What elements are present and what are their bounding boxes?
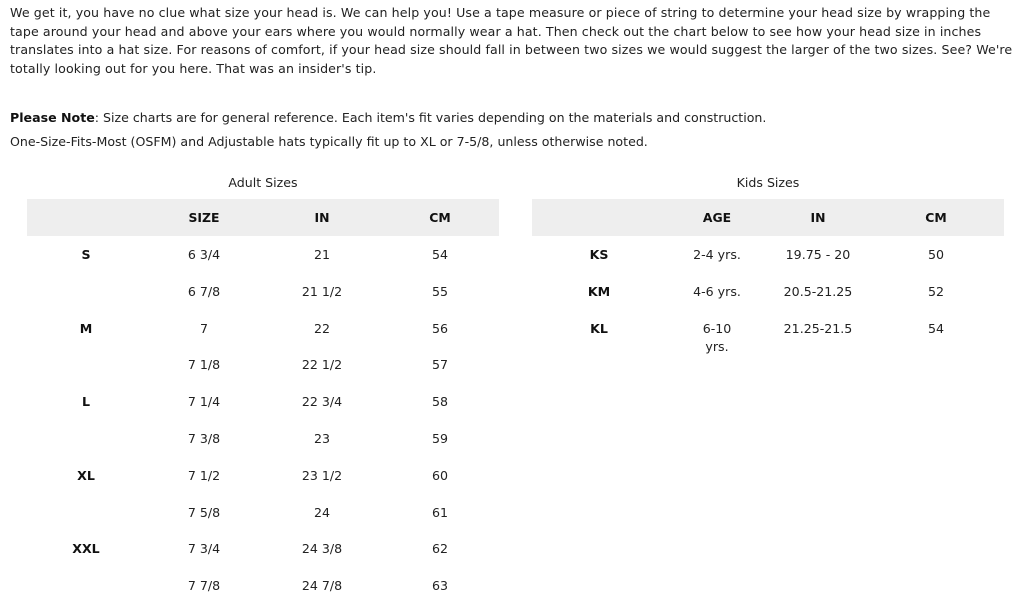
size-label (27, 494, 145, 531)
table-row (27, 567, 499, 604)
inches: 22 (313, 320, 331, 336)
adult-header-label (27, 199, 145, 236)
inches: 20.5-21.25 (783, 283, 853, 299)
please-note-label: Please Note (10, 110, 95, 125)
centimeters: 52 (927, 283, 945, 299)
osfm-note: One-Size-Fits-Most (OSFM) and Adjustable hats typically fit up to XL or 7-5/8, unless otherwise noted. (10, 134, 648, 149)
inches: 24 (313, 504, 331, 520)
age-range: 2-4 yrs. (693, 247, 741, 262)
please-note (10, 109, 1010, 128)
centimeters: 62 (431, 541, 449, 557)
kids-header-in: IN (810, 210, 826, 225)
centimeters: 56 (431, 320, 449, 336)
size-label: M (79, 320, 93, 336)
kids-size-table (532, 199, 1004, 357)
size-label (27, 273, 145, 310)
table-row (27, 346, 499, 383)
inches: 23 1/2 (301, 467, 343, 483)
adult-header-size: SIZE (188, 210, 220, 225)
hat-size: 7 7/8 (187, 578, 221, 594)
size-label: KL (590, 320, 608, 336)
hat-size: 6 3/4 (187, 247, 221, 262)
inches: 24 7/8 (301, 578, 343, 594)
centimeters: 54 (927, 320, 945, 336)
adult-sizes-title: Adult Sizes (228, 175, 298, 190)
size-label: XXL (72, 541, 100, 557)
kids-header-row (532, 199, 1004, 236)
adult-header-row (27, 199, 499, 236)
hat-size: 7 1/8 (187, 357, 221, 373)
centimeters: 60 (431, 467, 449, 483)
table-row (27, 457, 499, 494)
table-row (27, 383, 499, 420)
centimeters: 54 (431, 247, 449, 262)
kids-header-age: AGE (702, 210, 732, 225)
kids-header-cm: CM (925, 210, 947, 225)
hat-size: 7 1/4 (187, 394, 221, 410)
inches: 23 (313, 430, 331, 446)
size-label: KS (589, 247, 609, 262)
inches: 22 1/2 (301, 357, 343, 373)
intro-paragraph: We get it, you have no clue what size your head is. We can help you! Use a tape measure or piece of string to determine your head size by wrapping the tape around your head and above your ears where you would normally wear a hat. Then check out the chart below to see how your head size in inches translates into a hat size. For reasons of comfort, if your head size should fall in between two sizes we would suggest the larger of the two sizes. See? We're totally looking out for you here. That was an insider's tip. (10, 5, 1013, 76)
kids-header-label (532, 199, 666, 236)
table-row (27, 530, 499, 567)
adult-header-in: IN (314, 210, 330, 225)
table-row (27, 494, 499, 531)
table-row (27, 420, 499, 457)
hat-size: 7 (199, 320, 208, 336)
age-range: 4-6 yrs. (693, 283, 741, 299)
table-row (27, 310, 499, 347)
inches: 24 3/8 (301, 541, 343, 557)
size-label (27, 567, 145, 604)
centimeters: 57 (431, 357, 449, 373)
hat-size: 7 3/4 (187, 541, 221, 557)
adult-header-cm: CM (429, 210, 451, 225)
centimeters: 55 (431, 283, 449, 299)
size-label (27, 346, 145, 383)
size-label: S (81, 247, 91, 262)
size-label: KM (587, 283, 611, 299)
centimeters: 63 (431, 578, 449, 594)
size-label (27, 420, 145, 457)
size-label: XL (77, 467, 95, 483)
inches: 21 1/2 (301, 283, 343, 299)
centimeters: 58 (431, 394, 449, 410)
hat-size: 6 7/8 (187, 283, 221, 299)
hat-size: 7 5/8 (187, 504, 221, 520)
centimeters: 61 (431, 504, 449, 520)
centimeters: 50 (927, 247, 945, 262)
inches: 21.25-21.5 (783, 320, 853, 336)
hat-size: 7 3/8 (187, 430, 221, 446)
table-row (532, 236, 1004, 273)
table-row (27, 236, 499, 273)
inches: 21 (313, 247, 331, 262)
centimeters: 59 (431, 430, 449, 446)
please-note-text: : Size charts are for general reference. Each item's fit varies depending on the materials and construction. (94, 110, 767, 125)
hat-size: 7 1/2 (187, 467, 221, 483)
inches: 22 3/4 (301, 394, 343, 410)
kids-sizes-title: Kids Sizes (736, 175, 800, 190)
inches: 19.75 - 20 (785, 247, 851, 262)
table-row (532, 273, 1004, 310)
table-row (27, 273, 499, 310)
table-row (532, 310, 1004, 357)
adult-size-table (27, 199, 499, 604)
size-label: L (81, 394, 91, 410)
age-range: 6-10 yrs. (702, 320, 732, 355)
